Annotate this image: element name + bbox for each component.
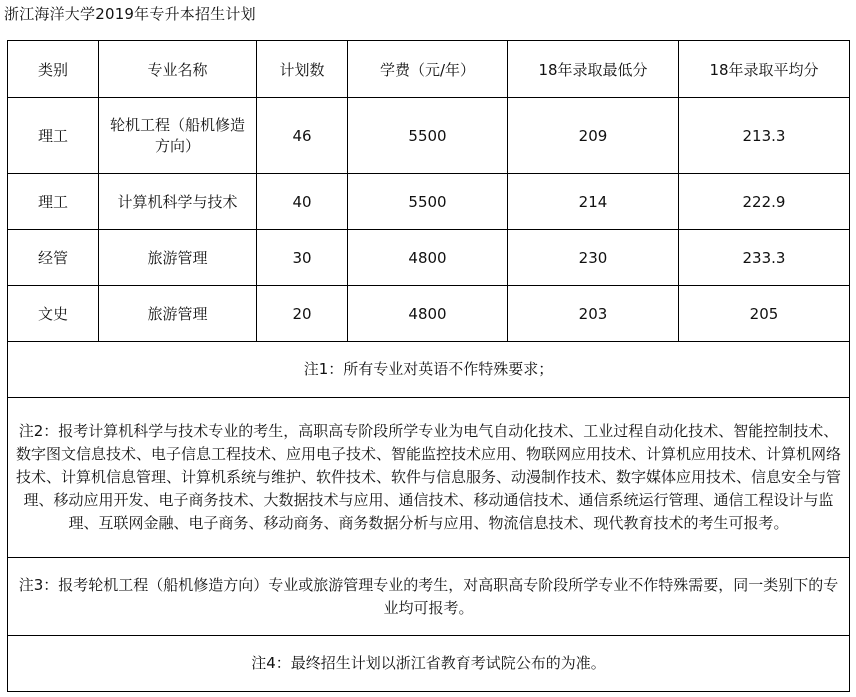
note-3: 注3：报考轮机工程（船机修造方向）专业或旅游管理专业的考生，对高职高专阶段所学专业不作特殊需要，同一类别下的专业均可报考。 [8, 558, 850, 636]
table-row [8, 230, 850, 286]
cell-plan-count: 20 [257, 286, 348, 342]
note-4: 注4：最终招生计划以浙江省教育考试院公布的为准。 [8, 636, 850, 692]
cell-tuition: 5500 [348, 174, 508, 230]
note-row [8, 636, 850, 692]
cell-avg-score: 233.3 [679, 230, 850, 286]
table-header-row [8, 41, 850, 98]
table-row [8, 174, 850, 230]
cell-tuition: 5500 [348, 98, 508, 174]
major-name-text: 轮机工程（船机修造方向） [109, 115, 245, 155]
cell-min-score: 214 [508, 174, 679, 230]
cell-tuition: 4800 [348, 230, 508, 286]
cell-category: 文史 [8, 286, 99, 342]
cell-plan-count: 40 [257, 174, 348, 230]
note-row [8, 398, 850, 558]
cell-category: 理工 [8, 174, 99, 230]
cell-major-name: 计算机科学与技术 [99, 174, 257, 230]
note-2: 注2：报考计算机科学与技术专业的考生，高职高专阶段所学专业为电气自动化技术、工业过程自动化技术、智能控制技术、数字图文信息技术、电子信息工程技术、应用电子技术、智能监控技术应用、物联网应用技术、计算机应用技术、计算机网络技术、计算机信息管理、计算机系统与维护、软件技术、软件与信息服务、动漫制作技术、数字媒体应用技术、信息安全与管理、移动应用开发、电子商务技术、大数据技术与应用、通信技术、移动通信技术、通信系统运行管理、通信工程设计与监理、互联网金融、电子商务、移动商务、商务数据分析与应用、物流信息技术、现代教育技术的考生可报考。 [8, 398, 850, 558]
cell-plan-count: 30 [257, 230, 348, 286]
cell-avg-score: 222.9 [679, 174, 850, 230]
cell-category: 经管 [8, 230, 99, 286]
header-major-name: 专业名称 [99, 41, 257, 98]
cell-min-score: 203 [508, 286, 679, 342]
header-plan-count: 计划数 [257, 41, 348, 98]
header-category: 类别 [8, 41, 99, 98]
table-row [8, 286, 850, 342]
enrollment-plan-table [7, 40, 850, 692]
cell-major-name [99, 98, 257, 174]
cell-min-score: 209 [508, 98, 679, 174]
cell-major-name: 旅游管理 [99, 286, 257, 342]
page-title: 浙江海洋大学2019年专升本招生计划 [4, 5, 256, 23]
note-row [8, 558, 850, 636]
cell-category: 理工 [8, 98, 99, 174]
cell-plan-count: 46 [257, 98, 348, 174]
table-row [8, 98, 850, 174]
header-min-score: 18年录取最低分 [508, 41, 679, 98]
cell-avg-score: 205 [679, 286, 850, 342]
note-1: 注1：所有专业对英语不作特殊要求； [8, 342, 850, 398]
note-row [8, 342, 850, 398]
cell-tuition: 4800 [348, 286, 508, 342]
header-avg-score: 18年录取平均分 [679, 41, 850, 98]
cell-major-name: 旅游管理 [99, 230, 257, 286]
cell-min-score: 230 [508, 230, 679, 286]
cell-avg-score: 213.3 [679, 98, 850, 174]
header-tuition: 学费（元/年） [348, 41, 508, 98]
